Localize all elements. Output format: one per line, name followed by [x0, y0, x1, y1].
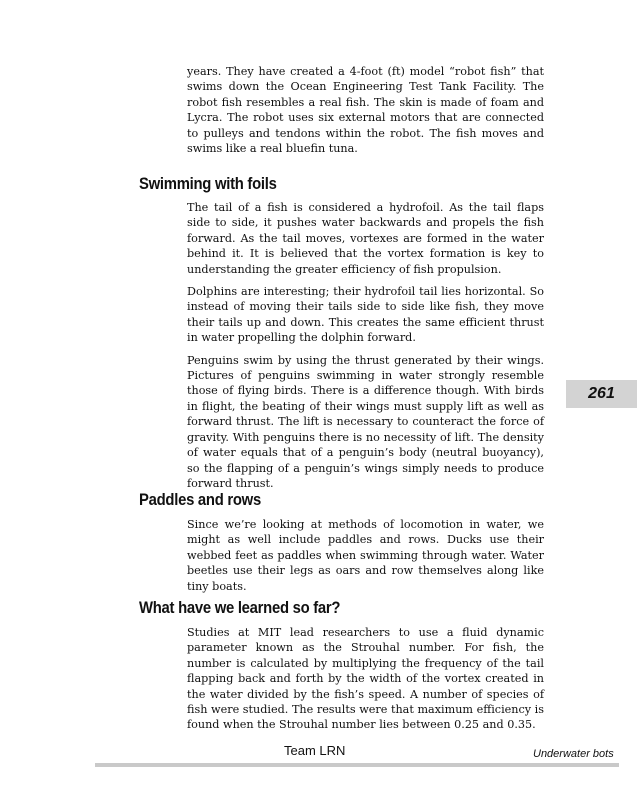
footer-chapter-title: Underwater bots: [533, 748, 614, 760]
page-number-tab: 261: [566, 380, 637, 408]
footer-rule: [95, 763, 619, 767]
paragraph: The tail of a fish is considered a hydrofoil. As the tail flaps side to side, it pushes water backwards and propels the fish forward. As the tail moves, vortexes are formed in the water behind it. It is believed that the vortex formation is key to understanding the greater efficiency of fish propulsion.: [187, 201, 544, 276]
section-heading-swimming-with-foils: Swimming with foils: [139, 175, 277, 193]
section-swimming-with-foils-body: [187, 200, 544, 491]
section-what-have-we-learned-body: [187, 625, 544, 733]
paragraph: Penguins swim by using the thrust generated by their wings. Pictures of penguins swimming in water strongly resemble those of flying birds. There is a difference though. With birds in flight, the beating of their wings must supply lift as well as forward thrust. The lift is necessary to counteract the force of gravity. With penguins there is no necessity of lift. The density of water equals that of a penguin’s body (neutral buoyancy), so the flapping of a penguin’s wings simply needs to produce forward thrust.: [187, 353, 544, 490]
intro-text: [187, 64, 544, 156]
paragraph: Studies at MIT lead researchers to use a fluid dynamic parameter known as the Strouhal number. For fish, the number is calculated by multiplying the frequency of the tail flapping back and forth by the width of the vortex created in the water divided by the fish’s speed. A number of species of fish were studied. The results were that maximum efficiency is found when the Strouhal number lies between 0.25 and 0.35.: [187, 626, 544, 732]
paragraph: Dolphins are interesting; their hydrofoil tail lies horizontal. So instead of moving their tails side to side like fish, they move their tails up and down. This creates the same efficient thrust in water propelling the dolphin forward.: [187, 285, 544, 345]
paragraph: Since we’re looking at methods of locomotion in water, we might as well include paddles and rows. Ducks use their webbed feet as paddles when swimming through water. Water beetles use their legs as oars and row themselves along like tiny boats.: [187, 518, 544, 593]
footer-team-label: Team LRN: [284, 743, 346, 758]
section-paddles-and-rows-body: [187, 517, 544, 594]
section-heading-paddles-and-rows: Paddles and rows: [139, 491, 261, 509]
section-heading-what-have-we-learned: What have we learned so far?: [139, 599, 341, 617]
intro-paragraph: years. They have created a 4-foot (ft) model “robot fish” that swims down the Ocean Engineering Test Tank Facility. The robot fish resembles a real fish. The skin is made of foam and Lycra. The robot uses six external motors that are connected to pulleys and tendons within the robot. The fish moves and swims like a real bluefin tuna.: [187, 65, 544, 156]
